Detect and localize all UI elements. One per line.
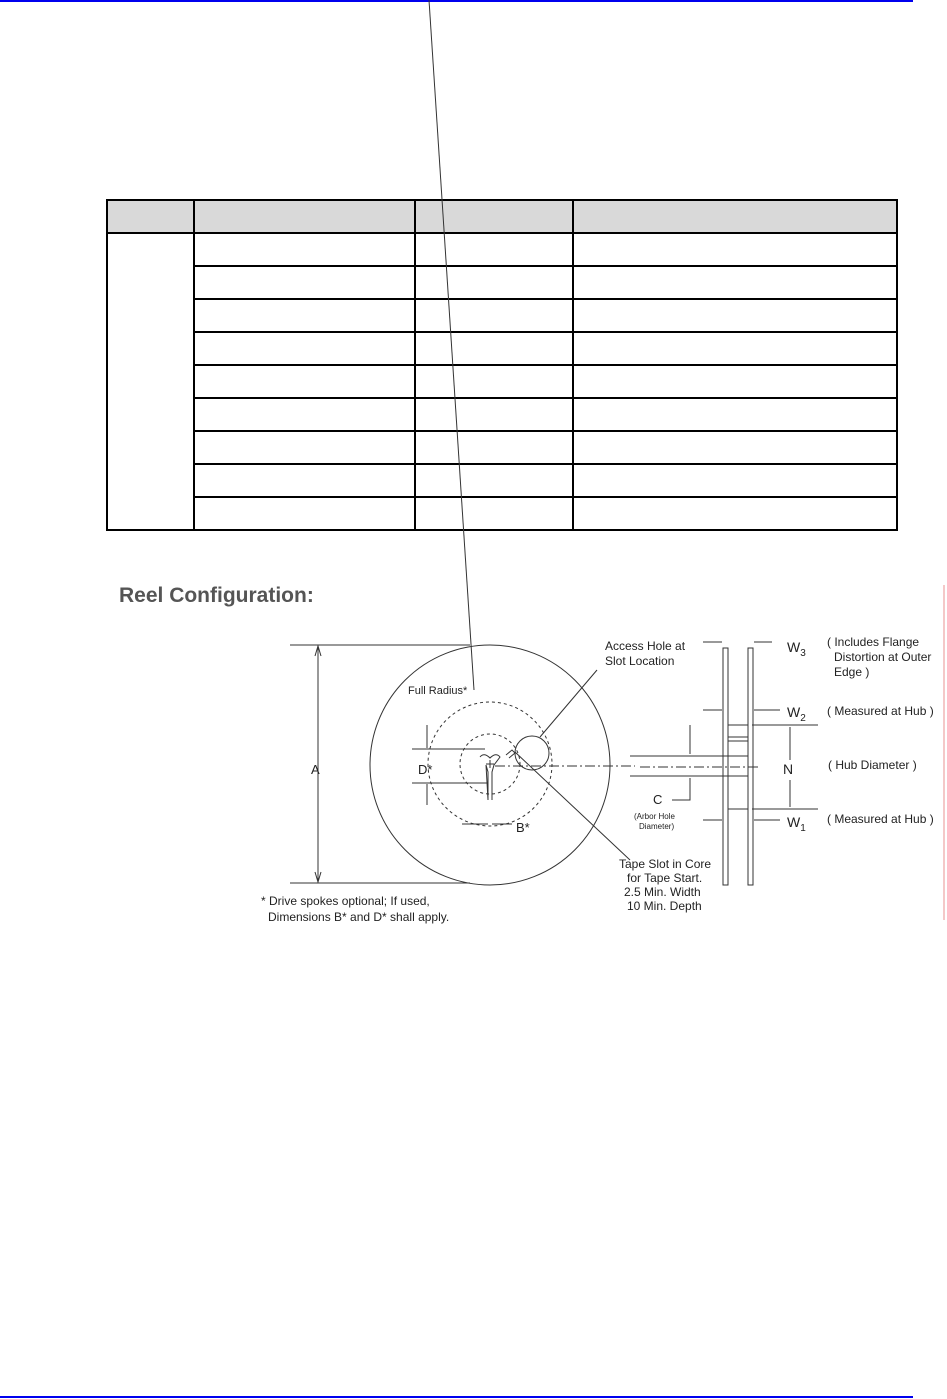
- full-radius-label: Full Radius*: [408, 685, 468, 697]
- footer-rule: [0, 1396, 913, 1398]
- tape-slot-label: 2.5 Min. Width: [624, 885, 701, 899]
- w1-note: ( Measured at Hub ): [827, 812, 934, 826]
- w3-note: ( Includes Flange: [827, 635, 920, 649]
- arbor-label: (Arbor Hole: [634, 812, 675, 821]
- label-w3: $W_3$: [787, 639, 806, 659]
- access-hole-label: Slot Location: [605, 654, 675, 668]
- w3-note: Edge ): [834, 665, 870, 679]
- section-title: Reel Configuration:: [119, 584, 314, 607]
- label-n: N: [783, 761, 794, 777]
- label-c: C: [653, 792, 663, 807]
- tape-slot: [506, 750, 515, 758]
- leader-line: [515, 752, 630, 860]
- page-edge-mark: [943, 585, 945, 920]
- leader-line: [429, 0, 474, 690]
- label-a: A: [311, 762, 320, 777]
- n-note: ( Hub Diameter ): [828, 758, 917, 772]
- label-w2: $W_2$: [787, 704, 806, 724]
- w2-note: ( Measured at Hub ): [827, 704, 934, 718]
- access-hole: [515, 736, 549, 770]
- leader-line: [672, 778, 690, 800]
- tape-slot-label: for Tape Start.: [627, 871, 703, 885]
- leader-line: [540, 670, 597, 737]
- label-w1: $W_1$: [787, 814, 806, 834]
- label-b: B*: [516, 820, 530, 835]
- access-hole-label: Access Hole at: [605, 639, 686, 653]
- footnote: Dimensions B* and D* shall apply.: [268, 910, 450, 924]
- tape-slot-label: Tape Slot in Core: [619, 857, 712, 871]
- w3-note: Distortion at Outer: [834, 650, 932, 664]
- tape-slot-label: 10 Min. Depth: [627, 899, 702, 913]
- footnote: * Drive spokes optional; If used,: [261, 894, 430, 908]
- arbor-label: Diameter): [639, 822, 675, 831]
- label-d: D*: [418, 762, 433, 777]
